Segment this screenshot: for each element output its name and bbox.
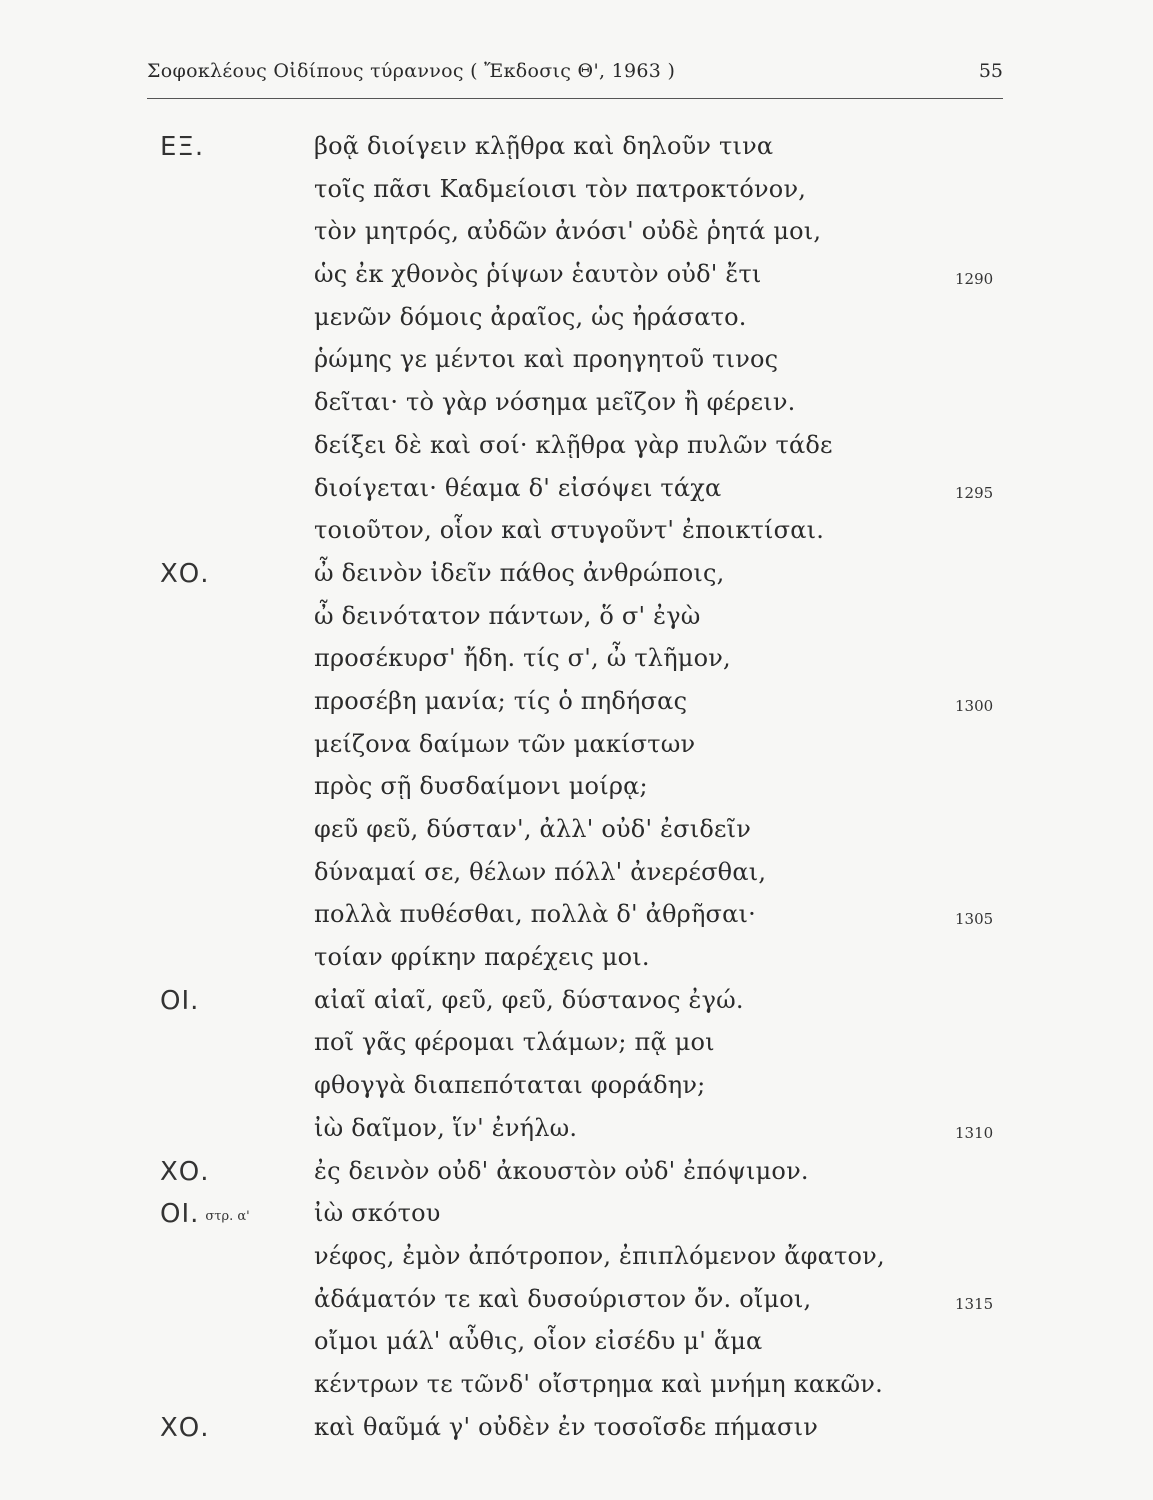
speaker-label — [160, 132, 204, 162]
verse-text: δύναμαί σε, θέλων πόλλ' ἀνερέσθαι, — [314, 857, 767, 886]
line-number: 1295 — [955, 483, 994, 502]
verse-line — [0, 1199, 1153, 1242]
line-number: 1290 — [955, 270, 994, 289]
verse-line — [0, 175, 1153, 218]
verse-text: ἀδάματόν τε καὶ δυσούριστον ὄν. οἴμοι, — [314, 1284, 812, 1313]
speaker-label — [160, 1199, 250, 1229]
verse-line — [0, 858, 1153, 901]
verse-line — [0, 474, 1153, 517]
line-number: 1300 — [955, 696, 994, 715]
verse-text: τοίαν φρίκην παρέχεις μοι. — [314, 943, 650, 972]
verse-text: ἰὼ δαῖμον, ἵν' ἐνήλω. — [314, 1113, 578, 1142]
verse-text: ὡς ἐκ χθονὸς ῥίψων ἑαυτὸν οὐδ' ἔτι — [314, 260, 762, 289]
speaker-label — [160, 1413, 210, 1443]
speaker-name: ΕΞ. — [160, 132, 205, 162]
verse-text: προσέκυρσ' ἤδη. τίς σ', ὦ τλῆμον, — [314, 644, 731, 673]
running-header — [147, 58, 1003, 99]
verse-line — [0, 303, 1153, 346]
verse-text: νέφος, ἐμὸν ἀπότροπον, ἐπιπλόμενον ἄφατον, — [314, 1241, 885, 1270]
verse-text: φθογγὰ διαπεπόταται φοράδην; — [314, 1071, 706, 1100]
verse-line — [0, 772, 1153, 815]
verse-text: τοιοῦτον, οἷον καὶ στυγοῦντ' ἐποικτίσαι. — [314, 516, 825, 545]
verse-line — [0, 1114, 1153, 1157]
verse-text: ποῖ γᾶς φέρομαι τλάμων; πᾷ μοι — [314, 1028, 715, 1057]
speaker-name: ΟΙ. — [160, 1199, 200, 1230]
speaker-name: ΧΟ. — [160, 1412, 210, 1443]
verse-text: προσέβη μανία; τίς ὁ πηδήσας — [314, 686, 688, 715]
verse-line — [0, 132, 1153, 175]
verse-text: ῥώμης γε μέντοι καὶ προηγητοῦ τινος — [314, 345, 779, 374]
verse-text: μενῶν δόμοις ἀραῖος, ὡς ἠράσατο. — [314, 302, 747, 331]
verse-line — [0, 1028, 1153, 1071]
verse-line — [0, 217, 1153, 260]
verse-line — [0, 730, 1153, 773]
verse-line — [0, 1413, 1153, 1456]
verse-line — [0, 602, 1153, 645]
verse-text: ἰὼ σκότου — [314, 1199, 441, 1228]
verse-text: τοῖς πᾶσι Καδμείοισι τὸν πατροκτόνον, — [314, 174, 807, 203]
verse-line — [0, 1071, 1153, 1114]
page-number: 55 — [978, 60, 1003, 82]
verse-text: μείζονα δαίμων τῶν μακίστων — [314, 729, 696, 758]
verse-line — [0, 345, 1153, 388]
verse-text: πρὸς σῇ δυσδαίμονι μοίρᾳ; — [314, 772, 648, 801]
verse-line — [0, 687, 1153, 730]
verse-text: βοᾷ διοίγειν κλῇθρα καὶ δηλοῦν τινα — [314, 132, 774, 160]
speaker-label — [160, 559, 210, 589]
line-number: 1305 — [955, 910, 994, 929]
verse-text: ὦ δεινὸν ἰδεῖν πάθος ἀνθρώποις, — [314, 558, 725, 587]
speaker-name: ΧΟ. — [160, 558, 210, 589]
verse-text: κέντρων τε τῶνδ' οἴστρημα καὶ μνήμη κακῶν. — [314, 1369, 883, 1398]
verse-line — [0, 1285, 1153, 1328]
verse-line — [0, 900, 1153, 943]
verse-line — [0, 943, 1153, 986]
line-number: 1310 — [955, 1123, 994, 1142]
verse-line — [0, 1242, 1153, 1285]
speaker-name: ΟΙ. — [160, 985, 200, 1016]
verse-line — [0, 1370, 1153, 1413]
verse-line — [0, 1157, 1153, 1200]
verse-text: δείξει δὲ καὶ σοί· κλῇθρα γὰρ πυλῶν τάδε — [314, 430, 833, 459]
running-title: Σοφοκλέους Οἰδίπους τύραννος ( Ἔκδοσις Θ', 1963 ) — [147, 60, 676, 82]
verse-text: οἴμοι μάλ' αὖθις, οἷον εἰσέδυ μ' ἅμα — [314, 1327, 763, 1356]
verse-line — [0, 1327, 1153, 1370]
verse-line — [0, 388, 1153, 431]
verse-line — [0, 260, 1153, 303]
speaker-label — [160, 986, 199, 1016]
verse-line — [0, 815, 1153, 858]
strophe-marker: στρ. α' — [205, 1209, 250, 1225]
verse-text: διοίγεται· θέαμα δ' εἰσόψει τάχα — [314, 473, 722, 502]
verse-text: ἐς δεινὸν οὐδ' ἀκουστὸν οὐδ' ἐπόψιμον. — [314, 1156, 809, 1185]
speaker-label — [160, 1157, 210, 1187]
verse-text: αἰαῖ αἰαῖ, φεῦ, φεῦ, δύστανος ἐγώ. — [314, 985, 744, 1014]
verse-text: ὦ δεινότατον πάντων, ὅ σ' ἐγὼ — [314, 601, 701, 630]
verse-line — [0, 431, 1153, 474]
verse-body — [0, 132, 1153, 1455]
verse-line — [0, 559, 1153, 602]
line-number: 1315 — [955, 1294, 994, 1313]
verse-line — [0, 516, 1153, 559]
verse-text: πολλὰ πυθέσθαι, πολλὰ δ' ἀθρῆσαι· — [314, 900, 756, 929]
verse-text: τὸν μητρός, αὐδῶν ἀνόσι' οὐδὲ ῥητά μοι, — [314, 217, 822, 246]
verse-text: δεῖται· τὸ γὰρ νόσημα μεῖζον ἢ φέρειν. — [314, 388, 796, 417]
speaker-name: ΧΟ. — [160, 1156, 210, 1187]
verse-text: φεῦ φεῦ, δύσταν', ἀλλ' οὐδ' ἐσιδεῖν — [314, 815, 752, 843]
verse-text: καὶ θαῦμά γ' οὐδὲν ἐν τοσοῖσδε πήμασιν — [314, 1412, 818, 1441]
verse-line — [0, 644, 1153, 687]
verse-line — [0, 986, 1153, 1029]
